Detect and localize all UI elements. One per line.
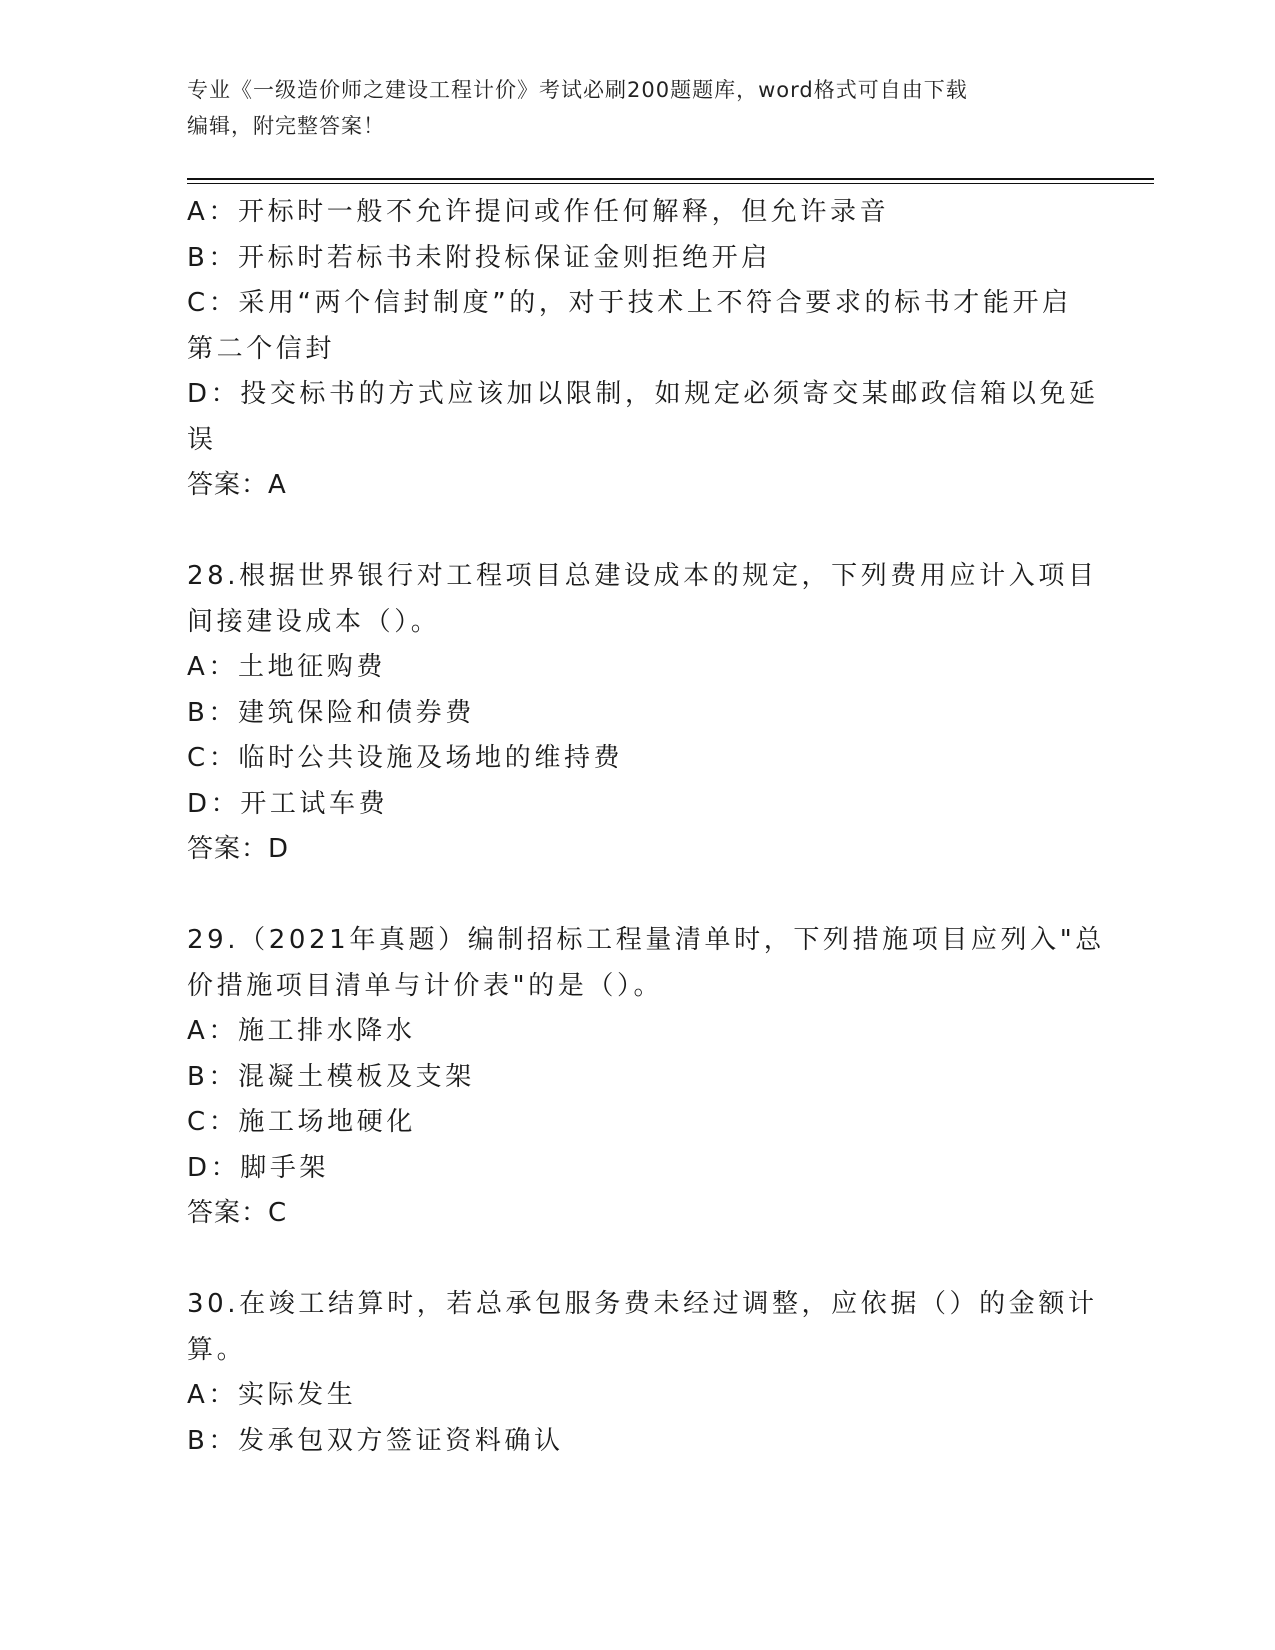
q29-option-a: A：施工排水降水 — [187, 1016, 416, 1046]
q27-answer: 答案：A — [187, 470, 287, 500]
document-header — [187, 72, 1077, 144]
q29-option-b: B：混凝土模板及支架 — [187, 1061, 475, 1092]
spacer — [187, 873, 1087, 919]
q28-answer: 答案：D — [187, 834, 290, 864]
q29-option-c: C：施工场地硬化 — [187, 1107, 416, 1137]
q28-option-d: D：开工试车费 — [187, 788, 389, 819]
q30-title-line1: 30.在竣工结算时，若总承包服务费未经过调整，应依据（）的金额计 — [187, 1289, 1098, 1319]
q28-title-line1: 28.根据世界银行对工程项目总建设成本的规定，下列费用应计入项目 — [187, 561, 1098, 591]
q28-title-line2: 间接建设成本（）。 — [187, 606, 441, 637]
q30-option-b: B：发承包双方签证资料确认 — [187, 1425, 564, 1456]
q27-option-d-line2: 误 — [187, 424, 217, 455]
q28-option-b: B：建筑保险和债券费 — [187, 697, 475, 728]
q27-option-c-line1: C：采用“两个信封制度”的，对于技术上不符合要求的标书才能开启 — [187, 288, 1072, 318]
spacer — [187, 1237, 1087, 1283]
q28-option-a: A：土地征购费 — [187, 652, 386, 682]
q29-title-line1: 29.（2021年真题）编制招标工程量清单时，下列措施项目应列入"总 — [187, 925, 1105, 955]
q30-title-line2: 算。 — [187, 1334, 247, 1365]
q30-option-a: A：实际发生 — [187, 1380, 357, 1410]
q29-title-line2: 价措施项目清单与计价表"的是（）。 — [187, 970, 664, 1001]
header-divider-thick — [187, 178, 1154, 180]
q27-option-b: B：开标时若标书未附投标保证金则拒绝开启 — [187, 242, 771, 273]
q29-answer: 答案：C — [187, 1198, 288, 1228]
header-line-2: 编辑，附完整答案！ — [187, 114, 385, 138]
header-line-1: 专业《一级造价师之建设工程计价》考试必刷200题题库，word格式可自由下载 — [187, 78, 968, 102]
spacer — [187, 509, 1087, 555]
q27-option-c-line2: 第二个信封 — [187, 333, 336, 364]
q27-option-a: A：开标时一般不允许提问或作任何解释，但允许录音 — [187, 197, 890, 227]
header-divider-thin — [187, 183, 1154, 184]
question-content — [187, 190, 1105, 1464]
q29-option-d: D：脚手架 — [187, 1152, 330, 1183]
q27-option-d-line1: D：投交标书的方式应该加以限制，如规定必须寄交某邮政信箱以免延 — [187, 379, 1099, 409]
q28-option-c: C：临时公共设施及场地的维持费 — [187, 743, 624, 773]
